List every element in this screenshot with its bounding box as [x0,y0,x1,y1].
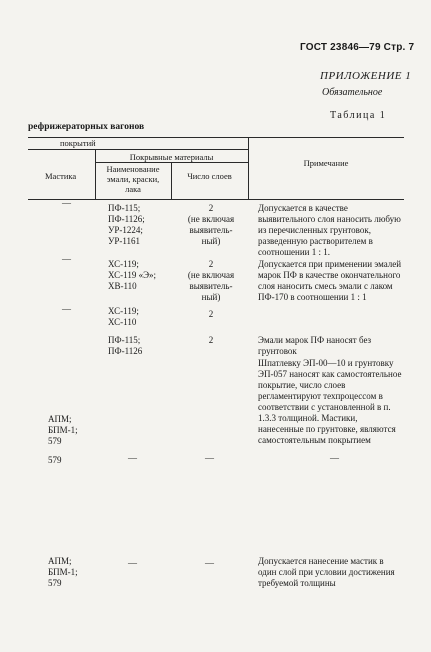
row6-note: — [330,453,339,463]
col-layers-header: Число слоев [187,171,232,181]
row4-name-2: ПФ-1126 [108,346,143,356]
row5-mastic [48,414,78,447]
col-mastic-header: Мастика [45,171,77,181]
row4-layers: 2 [208,335,214,345]
row5-note: Шпатлевку ЭП-00—10 и грунтовку ЭП-057 наносят как самостоятельное покрытие, число слоев регламентируют техпроцессом в соответствии с установленной в п. 1.3.3 толщиной. Мастики, нанесенные по грунтовке, являются самостоятельным покрытием [258,358,402,445]
row6-layers: — [205,453,214,463]
row5-mastic-1: АПМ; [48,414,72,424]
row7-note: Допускается нанесение мастик в один слой при условии достижения требуемой толщины [258,556,395,588]
row7-layers: — [205,558,214,568]
col-name-header [95,164,171,194]
row7-mastic-2: БПМ-1; [48,567,78,577]
row3-layers: 2 [208,309,214,319]
row1-layers-3: выявитель- [189,225,233,235]
col-note-header: Примечание [303,158,349,168]
row3-names [108,306,139,328]
row2-name-1: ХС-119; [108,259,139,269]
row7-mastic-1: АПМ; [48,556,72,566]
row1-name-4: УР-1161 [108,236,141,246]
row7-mastic [48,556,78,589]
row3-mastic: — [62,304,71,314]
row1-mastic: — [62,198,71,208]
row1-name-3: УР-1224; [108,225,143,235]
row2-layers-2: (не включая [187,270,235,280]
row7-name: — [128,558,137,568]
col-name-line-2: эмали, краски, [106,174,160,184]
row4-note: Эмали марок ПФ наносят без грунтовок [258,335,372,356]
row6-mastic: 579 [48,455,62,465]
row5-mastic-2: БПМ-1; [48,425,78,435]
row3-name-1: ХС-119; [108,306,139,316]
row2-layers-3: выявитель- [189,281,233,291]
row3-name-2: ХС-110 [108,317,137,327]
row2-mastic: — [62,254,71,264]
row1-note: Допускается в качестве выявительного слоя наносить любую из перечисленных грунтовок, разведенную растворителем в соотношении 1 : 1. [258,203,401,257]
row4-names [108,335,142,357]
page-header: ГОСТ 23846—79 Стр. 7 [300,42,415,53]
row2-note: Допускается при применении эмалей марок ПФ в качестве окончательного слоя наносить смесь эмали с лаком ПФ-170 в соотношении 1 : 1 [258,259,402,302]
continuation-title: рефрижераторных вагонов [28,122,145,132]
col-group-header: Покрывные материалы [129,152,214,162]
row2-names [108,259,156,292]
row5-mastic-3: 579 [48,436,62,446]
row2-layers-4: ный) [201,292,221,302]
row2-layers [171,259,251,303]
table-label: Таблица 1 [330,110,387,121]
subheader-rule [28,149,248,150]
row1-name-2: ПФ-1126; [108,214,145,224]
row2-layers-1: 2 [208,259,214,269]
header-bottom-rule [28,199,404,200]
col-name-line-3: лака [125,184,141,194]
row4-name-1: ПФ-115; [108,335,141,345]
row2-name-2: ХС-119 «Э»; [108,270,157,280]
row1-layers-2: (не включая [187,214,235,224]
appendix-status: Обязательное [322,87,383,98]
col-divider-3 [248,137,249,199]
col-name-line-1: Наименование [106,164,160,174]
appendix-title: ПРИЛОЖЕНИЕ 1 [320,70,412,82]
row1-layers [171,203,251,247]
row1-names [108,203,145,247]
row1-layers-1: 2 [208,203,214,213]
row2-name-3: ХВ-110 [108,281,137,291]
row6-name: — [128,453,137,463]
row1-layers-4: ный) [201,236,221,246]
row7-mastic-3: 579 [48,578,62,588]
subheader-left: покрытий [60,138,96,148]
row1-name-1: ПФ-115; [108,203,141,213]
